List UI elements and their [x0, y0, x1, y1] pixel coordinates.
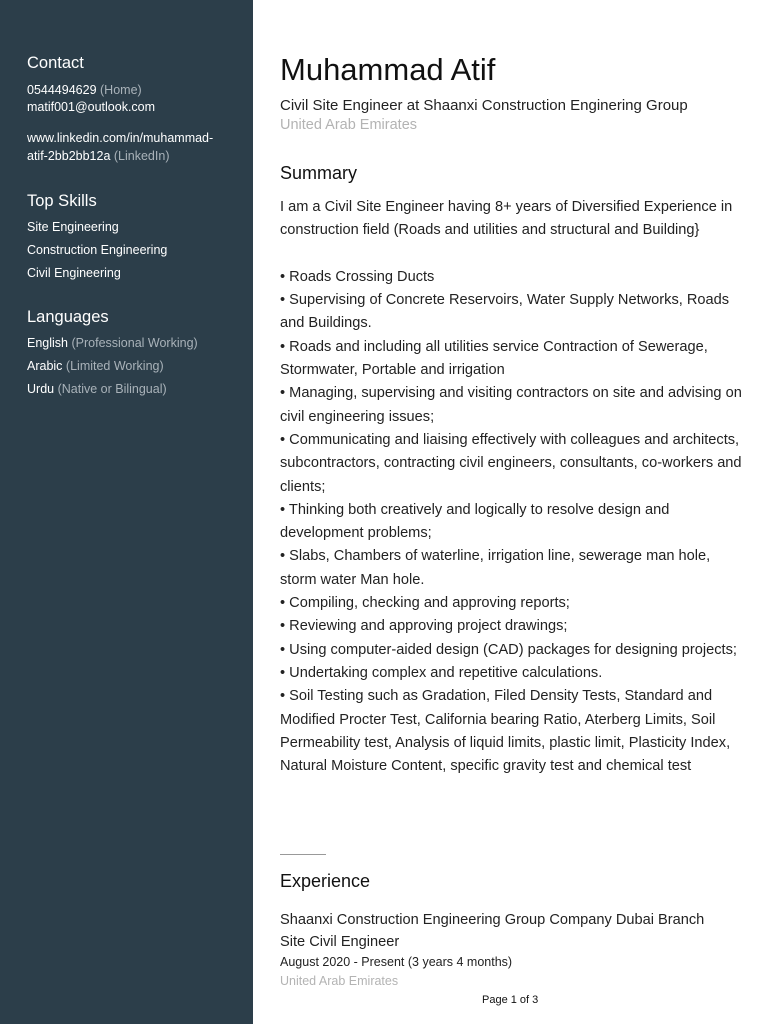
summary-bullet: • Roads and including all utilities service Contraction of Sewerage, Stormwater, Portable and irrigation [280, 338, 708, 379]
summary-bullet: • Compiling, checking and approving reports; [280, 595, 570, 612]
experience-heading: Experience [280, 871, 371, 891]
experience-location: United Arab Emirates [280, 974, 399, 988]
paragraph-gap [280, 243, 750, 266]
languages-heading: Languages [27, 308, 109, 326]
language-name: English [27, 336, 68, 350]
language-level: (Professional Working) [71, 336, 198, 350]
location: United Arab Emirates [280, 117, 418, 133]
summary-bullet: • Supervising of Concrete Reservoirs, Water Supply Networks, Roads and Buildings. [280, 292, 730, 332]
skill-item: Construction Engineering [27, 243, 168, 257]
summary-heading: Summary [280, 163, 358, 183]
summary-bullet: • Soil Testing such as Gradation, Filed Density Tests, Standard and Modified Procter Test, California bearing Ratio, Aterberg Limits, Soil Permeability test, Analysis of liquid limits, plastic limit, Plasticity Index, Natural Moisture Content, specific gravity test and chemical test [280, 688, 731, 775]
top-skills-heading: Top Skills [27, 192, 97, 210]
summary-bullet: • Undertaking complex and repetitive calculations. [280, 664, 603, 681]
person-name: Muhammad Atif [280, 52, 496, 87]
skill-item: Site Engineering [27, 220, 119, 234]
contact-linkedin-url[interactable]: www.linkedin.com/in/muhammad- [27, 131, 214, 145]
language-name: Urdu [27, 382, 55, 396]
language-name: Arabic [27, 359, 63, 373]
contact-phone [27, 82, 142, 99]
summary-intro: I am a Civil Site Engineer having 8+ years of Diversified Experience in construction field (Roads and utilities and structural and Building} [280, 199, 733, 239]
contact-email[interactable]: matif001@outlook.com [27, 100, 156, 114]
linkedin-url-end[interactable]: atif-2bb2bb12a [27, 149, 111, 163]
page-number: Page 1 of 3 [482, 994, 539, 1006]
summary-bullet: • Thinking both creatively and logically to resolve design and development problems; [280, 501, 670, 542]
contact-heading: Contact [27, 54, 84, 72]
summary-bullet: • Managing, supervising and visiting contractors on site and advising on civil engineering issues; [280, 385, 742, 425]
summary-body [280, 196, 750, 778]
summary-bullet: • Using computer-aided design (CAD) packages for designing projects; [280, 641, 737, 658]
language-item [27, 381, 167, 398]
language-item [27, 358, 164, 375]
language-item [27, 335, 198, 352]
summary-bullet: • Communicating and liaising effectively with colleagues and architects, subcontractors, contracting civil engineers, consultants, co-workers and clients; [280, 431, 742, 495]
experience-title: Site Civil Engineer [280, 934, 400, 950]
experience-dates: August 2020 - Present (3 years 4 months) [280, 955, 513, 969]
language-level: (Native or Bilingual) [57, 382, 167, 396]
sidebar [0, 0, 253, 1024]
contact-linkedin [27, 148, 169, 165]
phone-number: 0544494629 [27, 83, 97, 97]
language-level: (Limited Working) [65, 359, 164, 373]
experience-company: Shaanxi Construction Engineering Group Company Dubai Branch [280, 912, 705, 928]
linkedin-type: (LinkedIn) [113, 149, 170, 163]
phone-type: (Home) [100, 83, 142, 97]
summary-bullet: • Slabs, Chambers of waterline, irrigation line, sewerage man hole, storm water Man hole. [280, 548, 711, 588]
skill-item: Civil Engineering [27, 266, 121, 280]
section-divider [280, 854, 326, 855]
headline: Civil Site Engineer at Shaanxi Construction Enginering Group [280, 97, 688, 114]
summary-bullet: • Reviewing and approving project drawings; [280, 618, 568, 635]
summary-bullet: • Roads Crossing Ducts [280, 268, 435, 285]
